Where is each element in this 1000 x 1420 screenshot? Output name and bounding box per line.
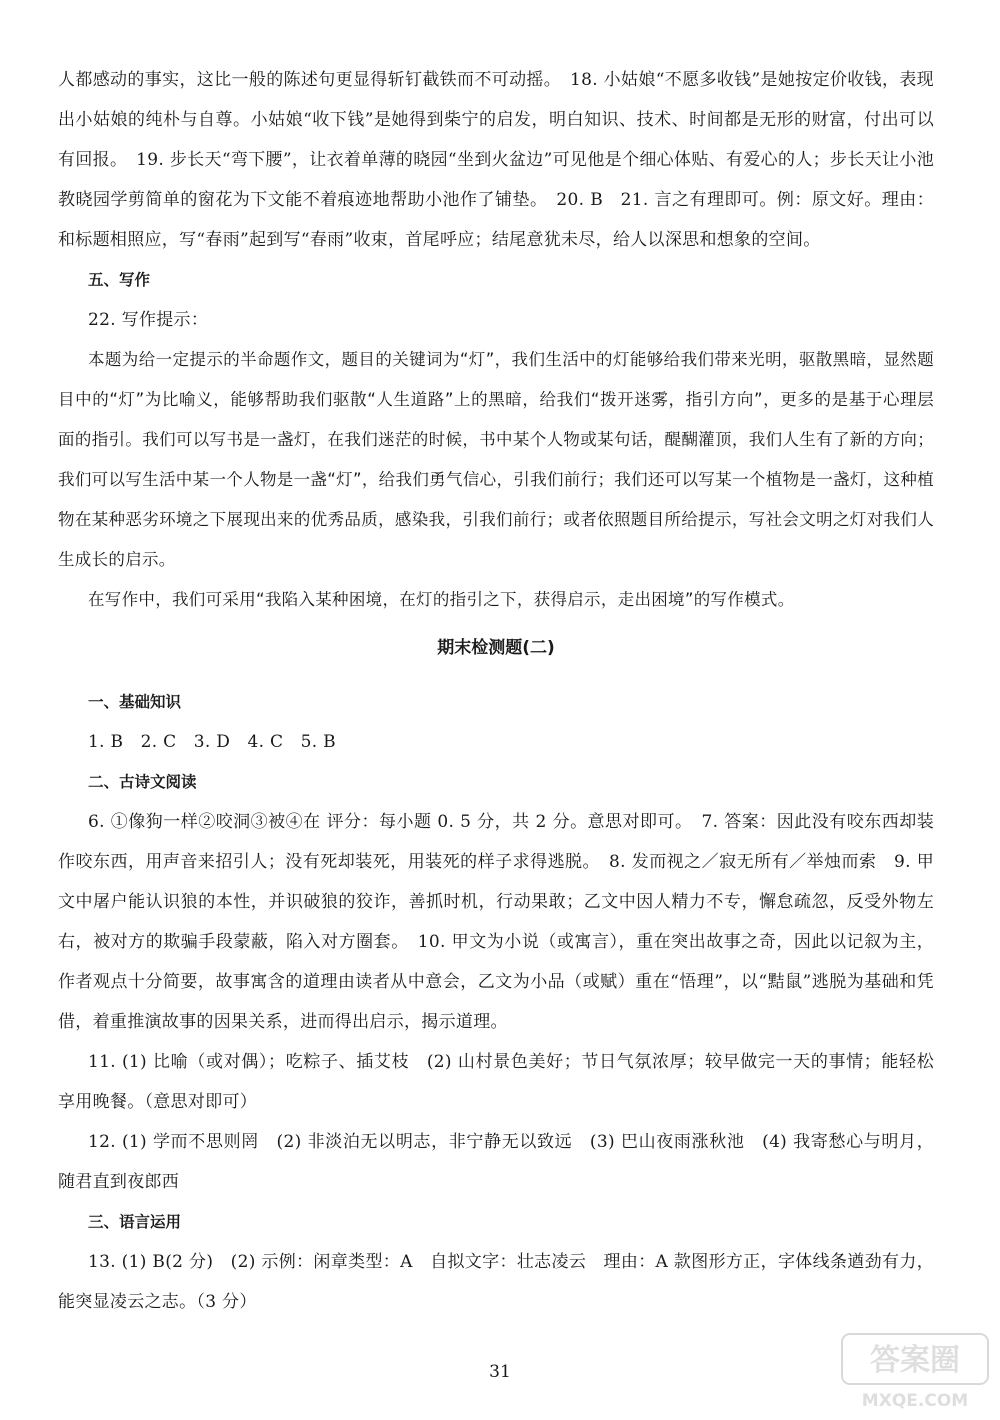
language-answer-13: 13. (1) B(2 分) (2) 示例：闲章类型：A 自拟文字：壮志凌云 理由：A 款图形方正，字体线条遒劲有力，能突显凌云之志。（3 分） [58,1252,934,1312]
writing-prompt-label: 22. 写作提示： [88,310,209,330]
classical-answer-12: 12. (1) 学而不思则罔 (2) 非淡泊无以明志，非宁静无以致远 (3) 巴山夜雨涨秋池 (4) 我寄愁心与明月，随君直到夜郎西 [58,1132,934,1192]
watermark-logo-icon [840,1330,990,1412]
writing-prompt-mode: 在写作中，我们可采用“我陷入某种困境，在灯的指引之下，获得启示，走出困境”的写作模式。 [88,590,795,609]
section-heading-language-use: 三、语言运用 [88,1213,182,1231]
watermark-text-cn: 答案圈 [870,1343,960,1378]
page-number: 31 [489,1362,511,1382]
classical-answer-11: 11. (1) 比喻（或对偶）；吃粽子、插艾枝 (2) 山村景色美好；节日气氛浓厚；较早做完一天的事情；能轻松享用晚餐。（意思对即可） [58,1052,934,1112]
watermark-text-url: MXQE.COM [861,1391,969,1411]
section-heading-classical-reading: 二、古诗文阅读 [88,773,197,791]
section-heading-basics: 一、基础知识 [88,693,182,711]
section-heading-writing: 五、写作 [88,271,151,289]
page-content [58,60,934,1322]
basics-answers: 1. B 2. C 3. D 4. C 5. B [88,732,336,752]
exam-title: 期末检测题(二) [437,638,555,658]
writing-prompt-body: 本题为给一定提示的半命题作文，题目的关键词为“灯”，我们生活中的灯能够给我们带来光明，驱散黑暗，显然题目中的“灯”为比喻义，能够帮助我们驱散“人生道路”上的黑暗，给我们“拨开迷雾，指引方向”，更多的是基于心理层面的指引。我们可以写书是一盏灯，在我们迷茫的时候，书中某个人物或某句话，醍醐灌顶，我们人生有了新的方向；我们可以写生活中某一个人物是一盏“灯”，给我们勇气信心，引我们前行；我们还可以写某一个植物是一盏灯，这种植物在某种恶劣环境之下展现出来的优秀品质，感染我，引我们前行；或者依照题目所给提示，写社会文明之灯对我们人生成长的启示。 [58,350,934,569]
classical-answers-6-10: 6. ①像狗一样②咬洞③被④在 评分：每小题 0. 5 分，共 2 分。意思对即可。 7. 答案：因此没有咬东西却装作咬东西，用声音来招引人；没有死却装死，用装死的样子求得逃脱。 8. 发而视之／寂无所有／举烛而索 9. 甲文中屠户能认识狼的本性，并识破狼的狡诈，善抓时机，行动果敢；乙文中因人精力不专，懈怠疏忽，反受外物左右，被对方的欺骗手段蒙蔽，陷入对方圈套。 10. 甲文为小说（或寓言），重在突出故事之奇，因此以记叙为主，作者观点十分简要，故事寓含的道理由读者从中意会，乙文为小品（或赋）重在“悟理”，以“黠鼠”逃脱为基础和凭借，着重推演故事的因果关系，进而得出启示，揭示道理。 [58,812,934,1032]
answer-paragraph-top: 人都感动的事实，这比一般的陈述句更显得斩钉截铁而不可动摇。 18. 小姑娘“不愿多收钱”是她按定价收钱，表现出小姑娘的纯朴与自尊。小姑娘“收下钱”是她得到柴宁的启发，明白知识、技术、时间都是无形的财富，付出可以有回报。 19. 步长天“弯下腰”，让衣着单薄的晓园“坐到火盆边”可见他是个细心体贴、有爱心的人；步长天让小池教晓园学剪简单的窗花为下文能不着痕迹地帮助小池作了铺垫。 20. B 21. 言之有理即可。例：原文好。理由：和标题相照应，写“春雨”起到写“春雨”收束，首尾呼应；结尾意犹未尽，给人以深思和想象的空间。 [58,70,934,250]
